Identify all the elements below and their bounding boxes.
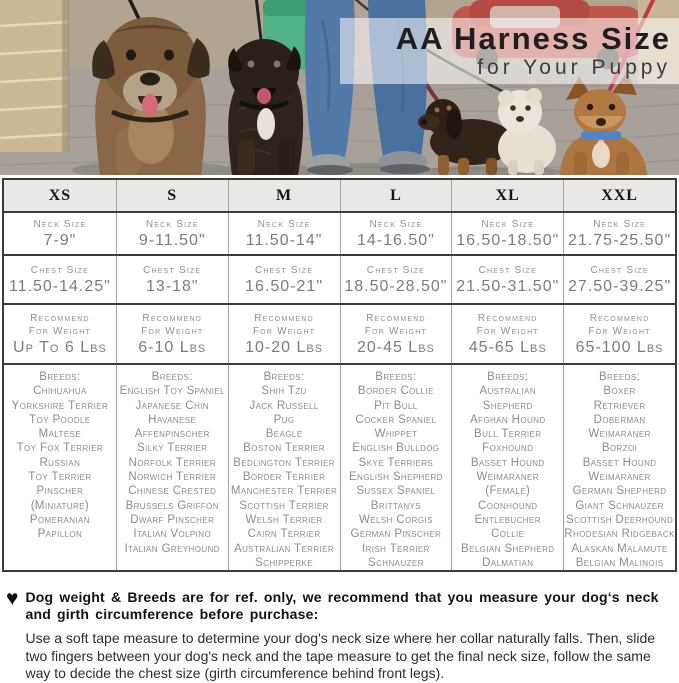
neck-size-value: 11.50-14" [245,231,323,249]
brick-wall [0,0,69,152]
neck-size-value: 7-9" [43,231,77,249]
chest-cell-xxl [563,256,675,303]
breed-item: Borzoi [601,442,638,455]
size-header-m: M [228,180,340,211]
weight-value: 10-20 Lbs [245,338,324,356]
measurement-note [0,572,679,683]
breed-item: Chihuahua [33,385,87,398]
breed-item: Belgian Malinois [575,556,664,569]
banner-title: AA Harness Size [395,21,671,56]
breed-item: Boxer [603,385,636,398]
breed-item: Maltese [38,428,82,441]
breed-item: Cairn Terrier [247,528,321,541]
breed-item: German Pinscher [350,528,442,541]
for-weight-label: For Weight [28,325,92,337]
breed-item: Brittanys [370,499,422,512]
breed-item: Scottish Deerhound [565,513,674,526]
note-heading: Dog weight & Breeds are for ref. only, we recommend that you measure your dog‘s neck and girth circumference before purchase: [25,589,659,622]
weight-cell-m [228,305,340,363]
breed-item: Rhodesian Ridgeback [564,528,675,541]
breed-item: Pinscher [36,485,84,498]
breed-item: Afghan Hound [469,413,546,426]
breed-item: Coonhound [478,499,538,512]
neck-cell-xs [4,213,116,254]
breeds-cell-m [228,365,340,570]
for-weight-label: For Weight [588,325,651,337]
neck-cell-l [340,213,452,254]
breeds-cell-s [116,365,228,570]
breed-item: English Toy Spaniel [119,385,225,398]
breed-item: Basset Hound [470,456,545,469]
chest-size-label: Chest Size [478,264,537,276]
breed-item: Toy Poodle [29,413,91,426]
breed-item: Welsh Corgis [358,513,433,526]
breeds-cell-xl [451,365,563,570]
breed-item: English Shepherd [348,471,443,484]
breed-item: Doberman [593,413,646,426]
breed-item: Toy Fox Terrier [16,442,104,455]
breed-item: Papillon [37,528,83,541]
breed-item: Dalmatian [482,556,534,569]
breeds-label: Breeds: [598,371,641,383]
breeds-list [564,384,675,570]
chest-size-label: Chest Size [254,264,314,276]
for-weight-label: For Weight [364,325,428,337]
title-banner [340,18,679,84]
breed-item: Toy Terrier [28,471,92,484]
breed-item: Weimaraner [588,471,651,484]
note-texts [25,589,671,683]
breeds-list [120,384,225,556]
breed-item: Whippet [374,428,418,441]
size-header-xs: XS [4,180,116,211]
harness-size-table [2,178,677,572]
breed-item: Border Terrier [242,471,326,484]
breed-item: Affenpinscher [134,428,210,441]
breed-item: Collie [491,528,525,541]
breed-item: Australian Terrier [234,542,335,555]
breeds-cell-xs [4,365,116,570]
breed-item: Entlebucher [474,513,541,526]
breed-item: Australian [479,385,537,398]
breed-item: Pit Bull [374,399,418,412]
breed-item: Norfolk Terrier [128,456,216,469]
neck-size-value: 9-11.50" [138,231,206,249]
weight-cell-s [116,305,228,363]
breeds-label: Breeds: [487,371,529,383]
breeds-list [12,384,109,541]
breeds-list [231,384,337,570]
weight-value: 65-100 Lbs [575,338,664,356]
neck-cell-s [116,213,228,254]
recommend-label: Recommend [254,312,314,324]
hero-photo [0,0,679,175]
breed-item: Alaskan Malamute [571,542,668,555]
heart-icon: ♥ [6,587,19,610]
breeds-label: Breeds: [151,371,193,383]
breed-item: Bedlington Terrier [233,456,335,469]
recommend-label: Recommend [589,312,650,324]
large-brown-dog [92,17,210,175]
breed-item: Boston Terrier [243,442,325,455]
breed-item: Dwarf Pinscher [130,513,215,526]
chest-size-value: 18.50-28.50" [344,277,448,295]
size-header-xl: XL [451,180,563,211]
weight-cell-xs [4,305,116,363]
breed-item: Chinese Crested [128,485,217,498]
size-header-l: L [340,180,452,211]
breed-item: Retriever [593,399,646,412]
chest-size-label: Chest Size [366,264,426,276]
weight-cell-l [340,305,452,363]
breeds-list [461,384,554,570]
chest-size-value: 27.50-39.25" [568,277,672,295]
breed-item: Cocker Spaniel [355,413,437,426]
breed-item: Welsh Terrier [245,513,323,526]
breed-item: Weimaraner [588,428,651,441]
chest-size-value: 11.50-14.25" [8,277,111,295]
breed-item: Giant Schnauzer [575,499,664,512]
breed-item: Russian [39,456,81,469]
chest-cell-l [340,256,452,303]
breed-item: Sussex Spaniel [356,485,436,498]
breed-item: Silky Terrier [137,442,208,455]
breed-item: Skye Terriers [358,456,434,469]
weight-value: Up To 6 Lbs [13,338,107,356]
breed-item: Schipperke [255,556,314,569]
breed-item: (Miniature) [30,499,90,512]
recommend-label: Recommend [477,312,538,324]
weight-row [4,303,675,363]
neck-size-row [4,211,675,254]
chest-cell-s [116,256,228,303]
size-header-s: S [116,180,228,211]
breed-item: Beagle [265,428,303,441]
breeds-label: Breeds: [39,371,81,383]
neck-size-value: 21.75-25.50" [568,231,672,249]
breed-item: Shepherd [482,399,533,412]
breed-item: Havanese [148,413,197,426]
weight-value: 6-10 Lbs [138,338,207,356]
breed-item: Jack Russell [249,399,319,412]
chest-cell-m [228,256,340,303]
weight-value: 20-45 Lbs [356,338,435,356]
breed-item: (Female) [485,485,531,498]
weight-cell-xl [451,305,563,363]
chest-size-label: Chest Size [143,264,202,276]
banner-subtitle: for Your Puppy [477,56,671,79]
breed-item: Schnauzer [368,556,424,569]
recommend-label: Recommend [142,312,203,324]
breeds-row [4,363,675,570]
chest-size-label: Chest Size [590,264,649,276]
recommend-label: Recommend [366,312,426,324]
size-header-row [4,180,675,211]
breed-item: German Shepherd [572,485,667,498]
breed-item: Scottish Terrier [239,499,329,512]
breed-item: Shih Tzu [261,385,307,398]
breed-item: Japanese Chin [135,399,209,412]
neck-size-label: Neck Size [145,218,199,230]
breed-item: Norwich Terrier [128,471,217,484]
chest-size-value: 21.50-31.50" [456,277,560,295]
breed-item: Brussels Griffon [125,499,219,512]
breed-item: Pug [273,413,295,426]
breed-item: Italian Greyhound [124,542,220,555]
breed-item: Belgian Shepherd [461,542,555,555]
neck-cell-m [228,213,340,254]
breed-item: English Bulldog [352,442,440,455]
breed-item: Manchester Terrier [230,485,338,498]
weight-value: 45-65 Lbs [468,338,547,356]
breed-item: Yorkshire Terrier [11,399,109,412]
recommend-label: Recommend [30,312,90,324]
breeds-label: Breeds: [263,371,305,383]
neck-size-label: Neck Size [33,218,87,230]
breed-item: Irish Terrier [362,542,430,555]
chest-cell-xl [451,256,563,303]
breed-item: Weimaraner [476,471,539,484]
for-weight-label: For Weight [252,325,316,337]
weight-cell-xxl [563,305,675,363]
breed-item: Italian Volpino [133,528,212,541]
brindle-dog [228,39,303,175]
for-weight-label: For Weight [476,325,539,337]
breeds-label: Breeds: [375,371,417,383]
breed-item: Border Collie [357,385,434,398]
breeds-cell-l [340,365,452,570]
breed-item: Bull Terrier [474,428,542,441]
for-weight-label: For Weight [141,325,204,337]
chest-size-row [4,254,675,303]
neck-size-value: 16.50-18.50" [456,231,560,249]
chest-size-value: 13-18" [145,277,199,295]
breeds-list [349,384,443,570]
neck-size-label: Neck Size [593,218,646,230]
neck-size-label: Neck Size [257,218,311,230]
size-header-xxl: XXL [563,180,675,211]
neck-size-value: 14-16.50" [356,231,435,249]
neck-size-label: Neck Size [369,218,423,230]
chest-size-label: Chest Size [30,264,90,276]
note-body: Use a soft tape measure to determine your dog's neck size where her collar naturally falls. Then, slide two fingers between your dog's neck and the tape measure to get the final neck size, follow the same way to decide the chest size (girth circumference behind front legs). [25,630,656,681]
breed-item: Basset Hound [582,456,657,469]
breed-item: Foxhound [482,442,534,455]
neck-cell-xxl [563,213,675,254]
neck-cell-xl [451,213,563,254]
neck-size-label: Neck Size [481,218,535,230]
chest-cell-xs [4,256,116,303]
chest-size-value: 16.50-21" [245,277,323,295]
breed-item: Pomeranian [29,513,90,526]
breeds-cell-xxl [563,365,675,570]
